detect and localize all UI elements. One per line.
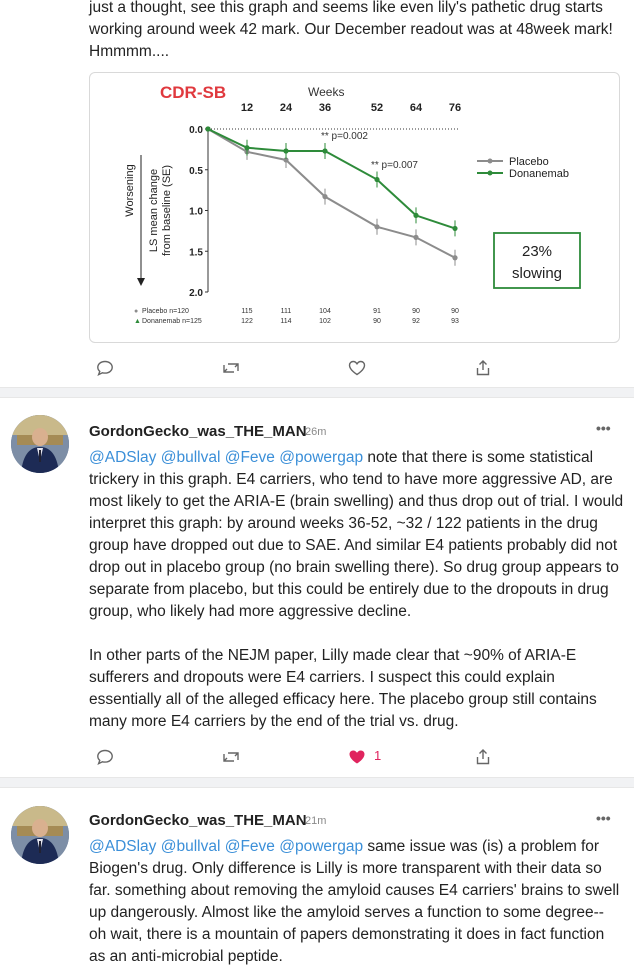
n-row-value: 114 bbox=[280, 318, 292, 325]
data-point bbox=[322, 148, 327, 153]
n-row-marker: ▲ bbox=[134, 318, 141, 325]
n-row-value: 115 bbox=[241, 308, 253, 315]
like-button[interactable] bbox=[345, 356, 369, 380]
data-point bbox=[413, 213, 418, 218]
p-value-annotation: ** p=0.002 bbox=[321, 131, 368, 142]
data-point bbox=[205, 126, 210, 131]
heart-filled-icon bbox=[347, 747, 367, 767]
mention-link[interactable]: @bullval bbox=[160, 838, 221, 855]
legend-label: Donanemab bbox=[509, 168, 569, 180]
x-tick-label: 24 bbox=[279, 102, 293, 114]
n-row-value: 104 bbox=[319, 308, 331, 315]
more-options-button[interactable]: ••• bbox=[596, 420, 611, 436]
post-paragraph bbox=[89, 836, 624, 968]
n-row-marker: ● bbox=[134, 308, 139, 315]
x-tick-label: 12 bbox=[240, 102, 254, 114]
y-tick-label: 0.5 bbox=[189, 165, 203, 177]
slowing-box-text: 23% bbox=[521, 243, 553, 260]
username[interactable]: GordonGecko_was_THE_MAN bbox=[89, 423, 307, 440]
mention-link[interactable]: @powergap bbox=[279, 449, 364, 466]
share-icon bbox=[473, 747, 493, 767]
x-axis-label: Weeks bbox=[308, 85, 345, 99]
y-tick-label: 1.5 bbox=[189, 247, 203, 259]
share-icon bbox=[473, 358, 493, 378]
avatar-image bbox=[11, 415, 69, 473]
n-row-value: 122 bbox=[241, 318, 253, 325]
avatar[interactable] bbox=[11, 415, 69, 473]
post-text: same issue was (is) a problem for Biogen's drug. Only difference is Lilly is more transparent with their data so far. something about removing the amyloid causes E4 carriers' brains to swell up dangerously. Almost like the amyloid serves a function to some degree-- oh wait, there is a mountain of papers demonstrating it does in fact function as an anti-microbial peptide. bbox=[89, 838, 620, 965]
mention-link[interactable]: @Feve bbox=[224, 838, 275, 855]
repost-button[interactable] bbox=[219, 745, 243, 769]
data-point bbox=[452, 255, 457, 260]
worsening-label: Worsening bbox=[124, 164, 136, 217]
username[interactable]: GordonGecko_was_THE_MAN bbox=[89, 812, 307, 829]
timestamp: 21m bbox=[305, 815, 327, 827]
reply-button[interactable] bbox=[93, 356, 117, 380]
post-paragraph: In other parts of the NEJM paper, Lilly made clear that ~90% of ARIA-E sufferers and dropouts were E4 carriers. I suspect this could explain essentially all of the alleged efficacy here. The placebo group still contains many more E4 carriers by the end of the trial vs. drug. bbox=[89, 647, 597, 730]
reply-button[interactable] bbox=[93, 745, 117, 769]
chart-title: CDR-SB bbox=[160, 83, 227, 102]
data-point bbox=[283, 148, 288, 153]
like-button[interactable] bbox=[345, 745, 369, 769]
post-divider bbox=[0, 387, 634, 398]
x-tick-label: 64 bbox=[409, 102, 423, 114]
mention-link[interactable]: @bullval bbox=[160, 449, 221, 466]
reply-icon bbox=[95, 358, 115, 378]
timestamp: 26m bbox=[305, 426, 327, 438]
n-row-label: Placebo n=120 bbox=[142, 308, 189, 315]
mention-link[interactable]: @powergap bbox=[279, 838, 364, 855]
data-point bbox=[322, 194, 327, 199]
x-tick-label: 52 bbox=[370, 102, 384, 114]
y-tick-label: 1.0 bbox=[189, 206, 203, 218]
more-options-button[interactable]: ••• bbox=[596, 810, 611, 826]
y-tick-label: 0.0 bbox=[189, 125, 203, 136]
like-count: 1 bbox=[374, 748, 382, 763]
y-axis-label: from baseline (SE) bbox=[161, 164, 173, 257]
data-point bbox=[374, 224, 379, 229]
p-value-annotation: ** p=0.007 bbox=[371, 160, 418, 171]
worsening-arrowhead bbox=[137, 278, 145, 286]
data-point bbox=[374, 177, 379, 182]
n-row-value: 90 bbox=[451, 308, 459, 315]
cdr-sb-chart bbox=[90, 73, 620, 343]
avatar-image bbox=[11, 806, 69, 864]
repost-icon bbox=[220, 358, 242, 378]
legend-marker bbox=[488, 171, 493, 176]
post-text: note that there is some statistical trickery in this graph. E4 carriers, who tend to have more aggressive AD, are most likely to get the ARIA-E (brain swelling) and thus drop out of trial. I would interpret this graph: by around weeks 36-52, ~32 / 122 patients in the drug group have dropped out due to SAE. And similar E4 patients probably did not drop out in placebo group (no brain swelling there). So drug group appears to separate from placebo, but this could be entirely due to the dropouts in drug group, who likely had more aggressive decline. bbox=[89, 449, 624, 620]
n-row-value: 93 bbox=[451, 318, 459, 325]
mention-link[interactable]: @ADSlay bbox=[89, 838, 157, 855]
heart-icon bbox=[347, 358, 367, 378]
y-axis-label: LS mean change bbox=[148, 168, 160, 253]
repost-button[interactable] bbox=[219, 356, 243, 380]
share-button[interactable] bbox=[471, 356, 495, 380]
slowing-box-text: slowing bbox=[511, 265, 563, 282]
legend-label: Placebo bbox=[509, 156, 549, 168]
n-row-label: Donanemab n=125 bbox=[142, 318, 202, 325]
share-button[interactable] bbox=[471, 745, 495, 769]
avatar[interactable] bbox=[11, 806, 69, 864]
post-paragraph bbox=[89, 447, 624, 623]
data-point bbox=[244, 145, 249, 150]
data-point bbox=[452, 226, 457, 231]
n-row-value: 91 bbox=[373, 308, 381, 315]
mention-link[interactable]: @Feve bbox=[224, 449, 275, 466]
post-divider bbox=[0, 777, 634, 788]
post-body bbox=[89, 447, 624, 733]
post-text-top: just a thought, see this graph and seems like even lily's pathetic drug starts working around week 42 mark. Our December readout was at 48week mark! Hmmmm.... bbox=[89, 0, 613, 60]
n-row-value: 111 bbox=[280, 308, 292, 315]
x-tick-label: 76 bbox=[448, 102, 462, 114]
series-line bbox=[208, 129, 455, 228]
reply-icon bbox=[95, 747, 115, 767]
post-actions bbox=[89, 745, 499, 769]
legend-marker bbox=[488, 159, 493, 164]
n-row-value: 92 bbox=[412, 318, 420, 325]
mention-link[interactable]: @ADSlay bbox=[89, 449, 157, 466]
n-row-value: 90 bbox=[412, 308, 420, 315]
x-tick-label: 36 bbox=[318, 102, 332, 114]
n-row-value: 102 bbox=[319, 318, 331, 325]
repost-icon bbox=[220, 747, 242, 767]
n-row-value: 90 bbox=[373, 318, 381, 325]
data-point bbox=[413, 235, 418, 240]
chart-image[interactable] bbox=[89, 72, 620, 343]
post-actions-top bbox=[89, 356, 499, 380]
post-body bbox=[89, 836, 624, 968]
y-tick-label: 2.0 bbox=[189, 288, 203, 299]
